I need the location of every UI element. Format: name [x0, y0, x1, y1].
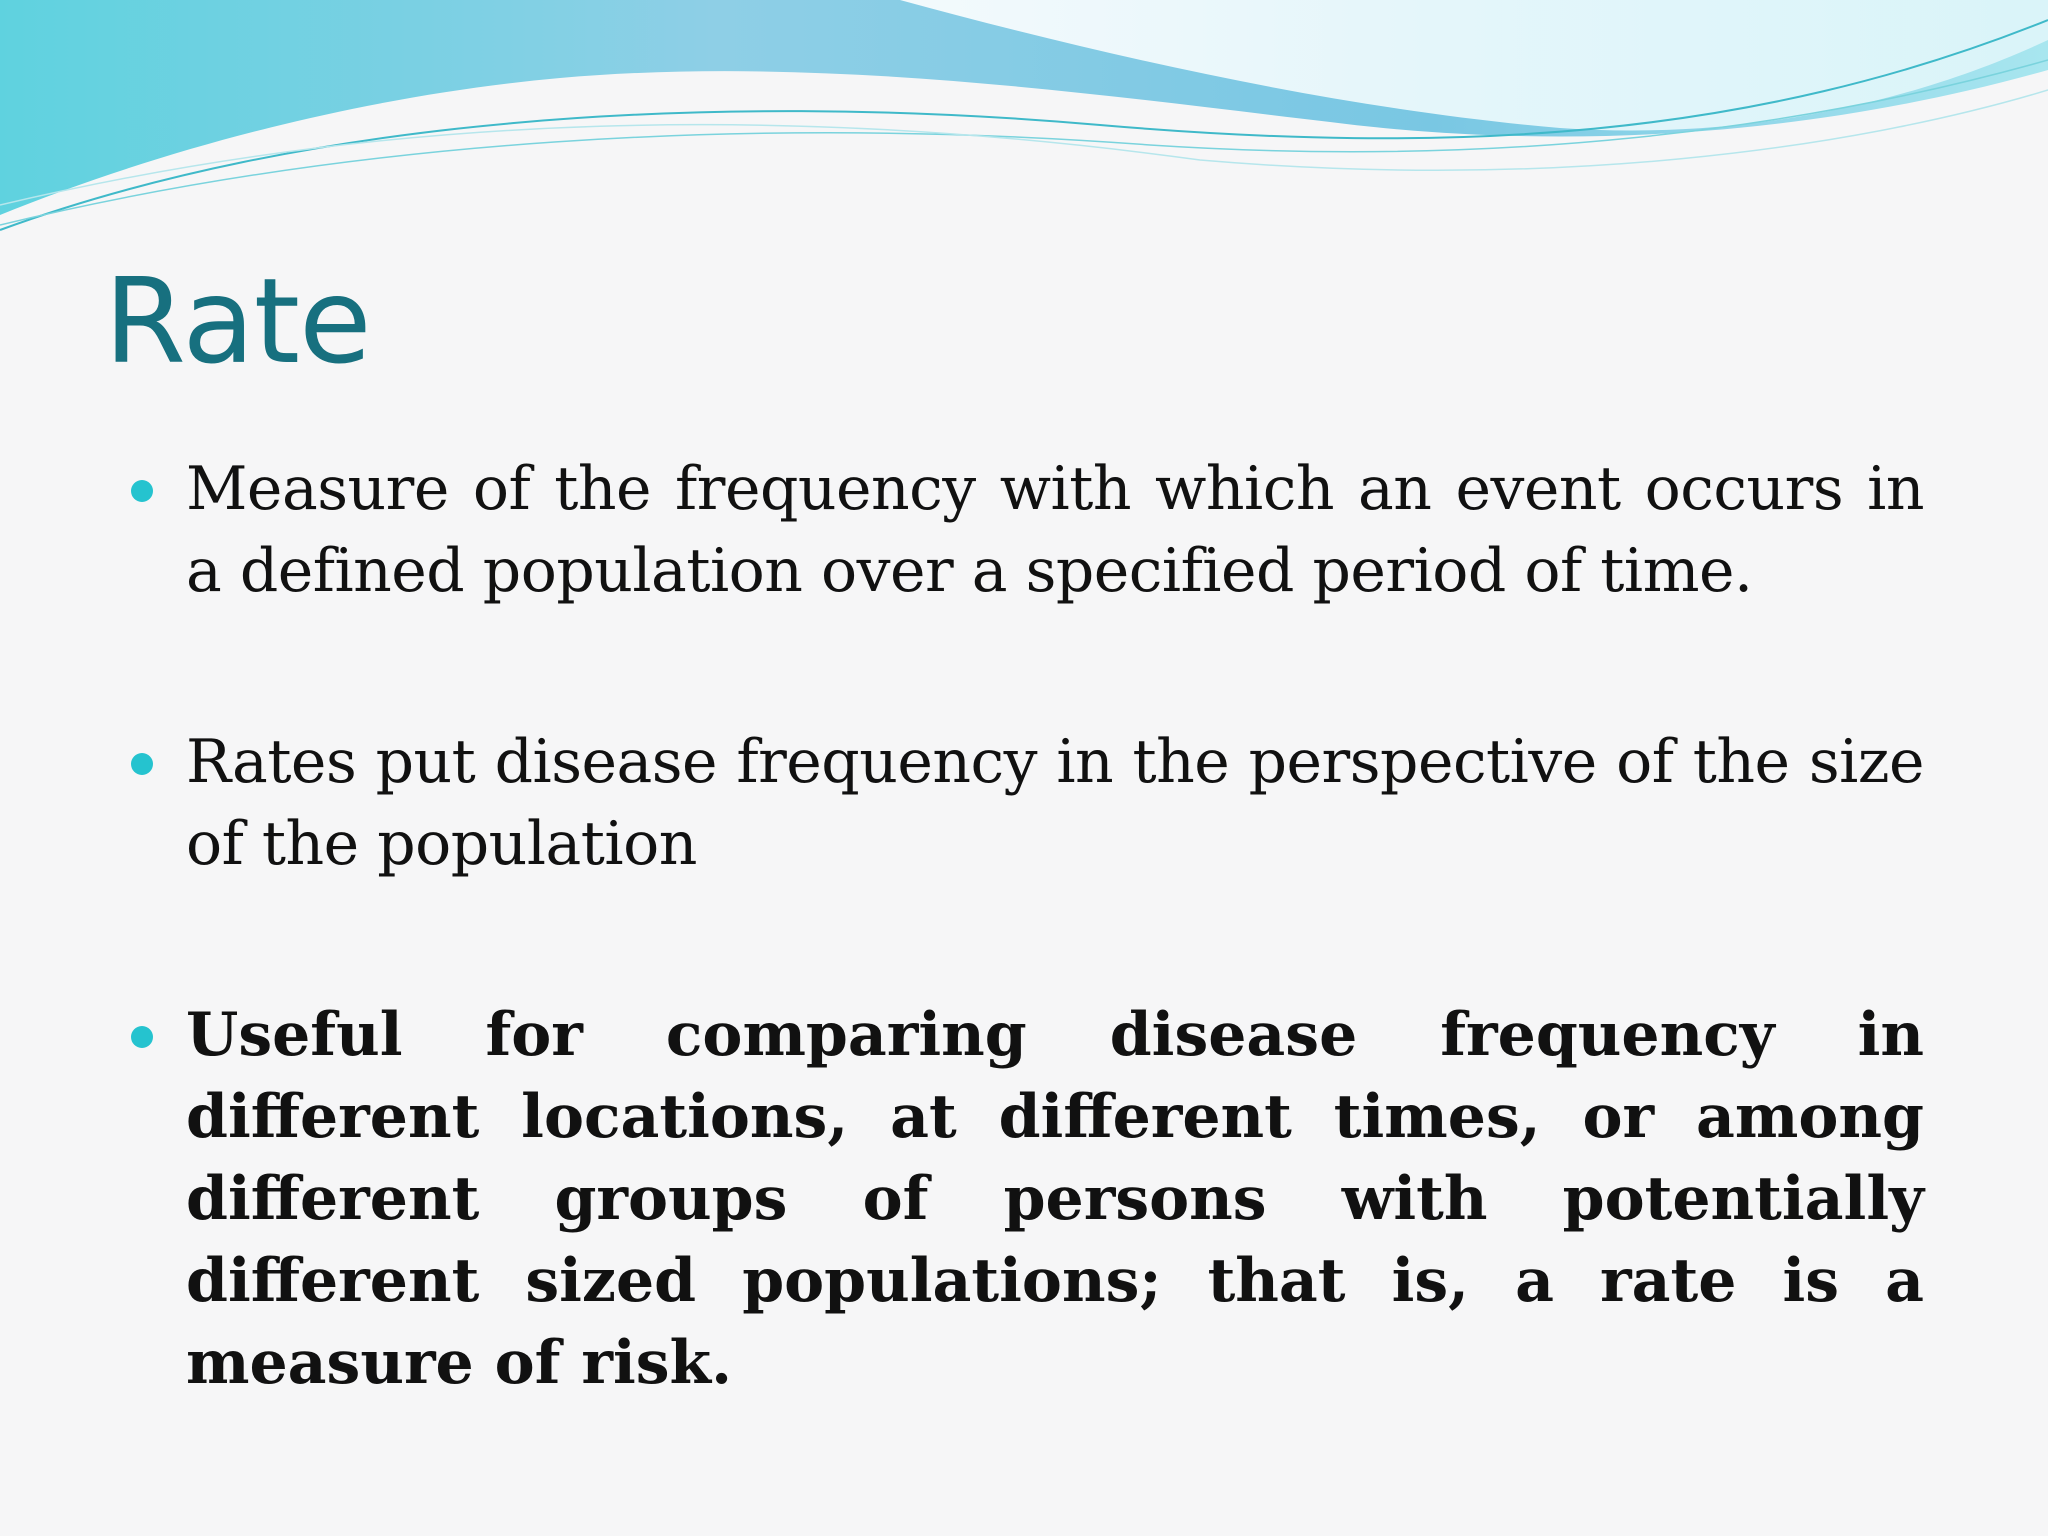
bullet-item-emphasized — [126, 994, 1924, 1404]
bullet-dot-icon — [131, 480, 153, 502]
bullet-text: Measure of the frequency with which an event occurs in a defined population over a specified period of time. — [186, 454, 1924, 606]
header-wave-decoration — [0, 0, 2048, 240]
bullet-item — [126, 721, 1924, 885]
bullet-list — [126, 448, 1926, 1513]
slide-title: Rate — [104, 252, 371, 390]
bullet-item — [126, 448, 1924, 612]
bullet-dot-icon — [131, 753, 153, 775]
bullet-dot-icon — [131, 1026, 153, 1048]
bullet-text: Useful for comparing disease frequency in different locations, at different times, or among different groups of persons with potentially different sized populations; that is, a rate is a measure of risk. — [186, 1000, 1924, 1398]
bullet-text: Rates put disease frequency in the perspective of the size of the population — [186, 727, 1924, 879]
